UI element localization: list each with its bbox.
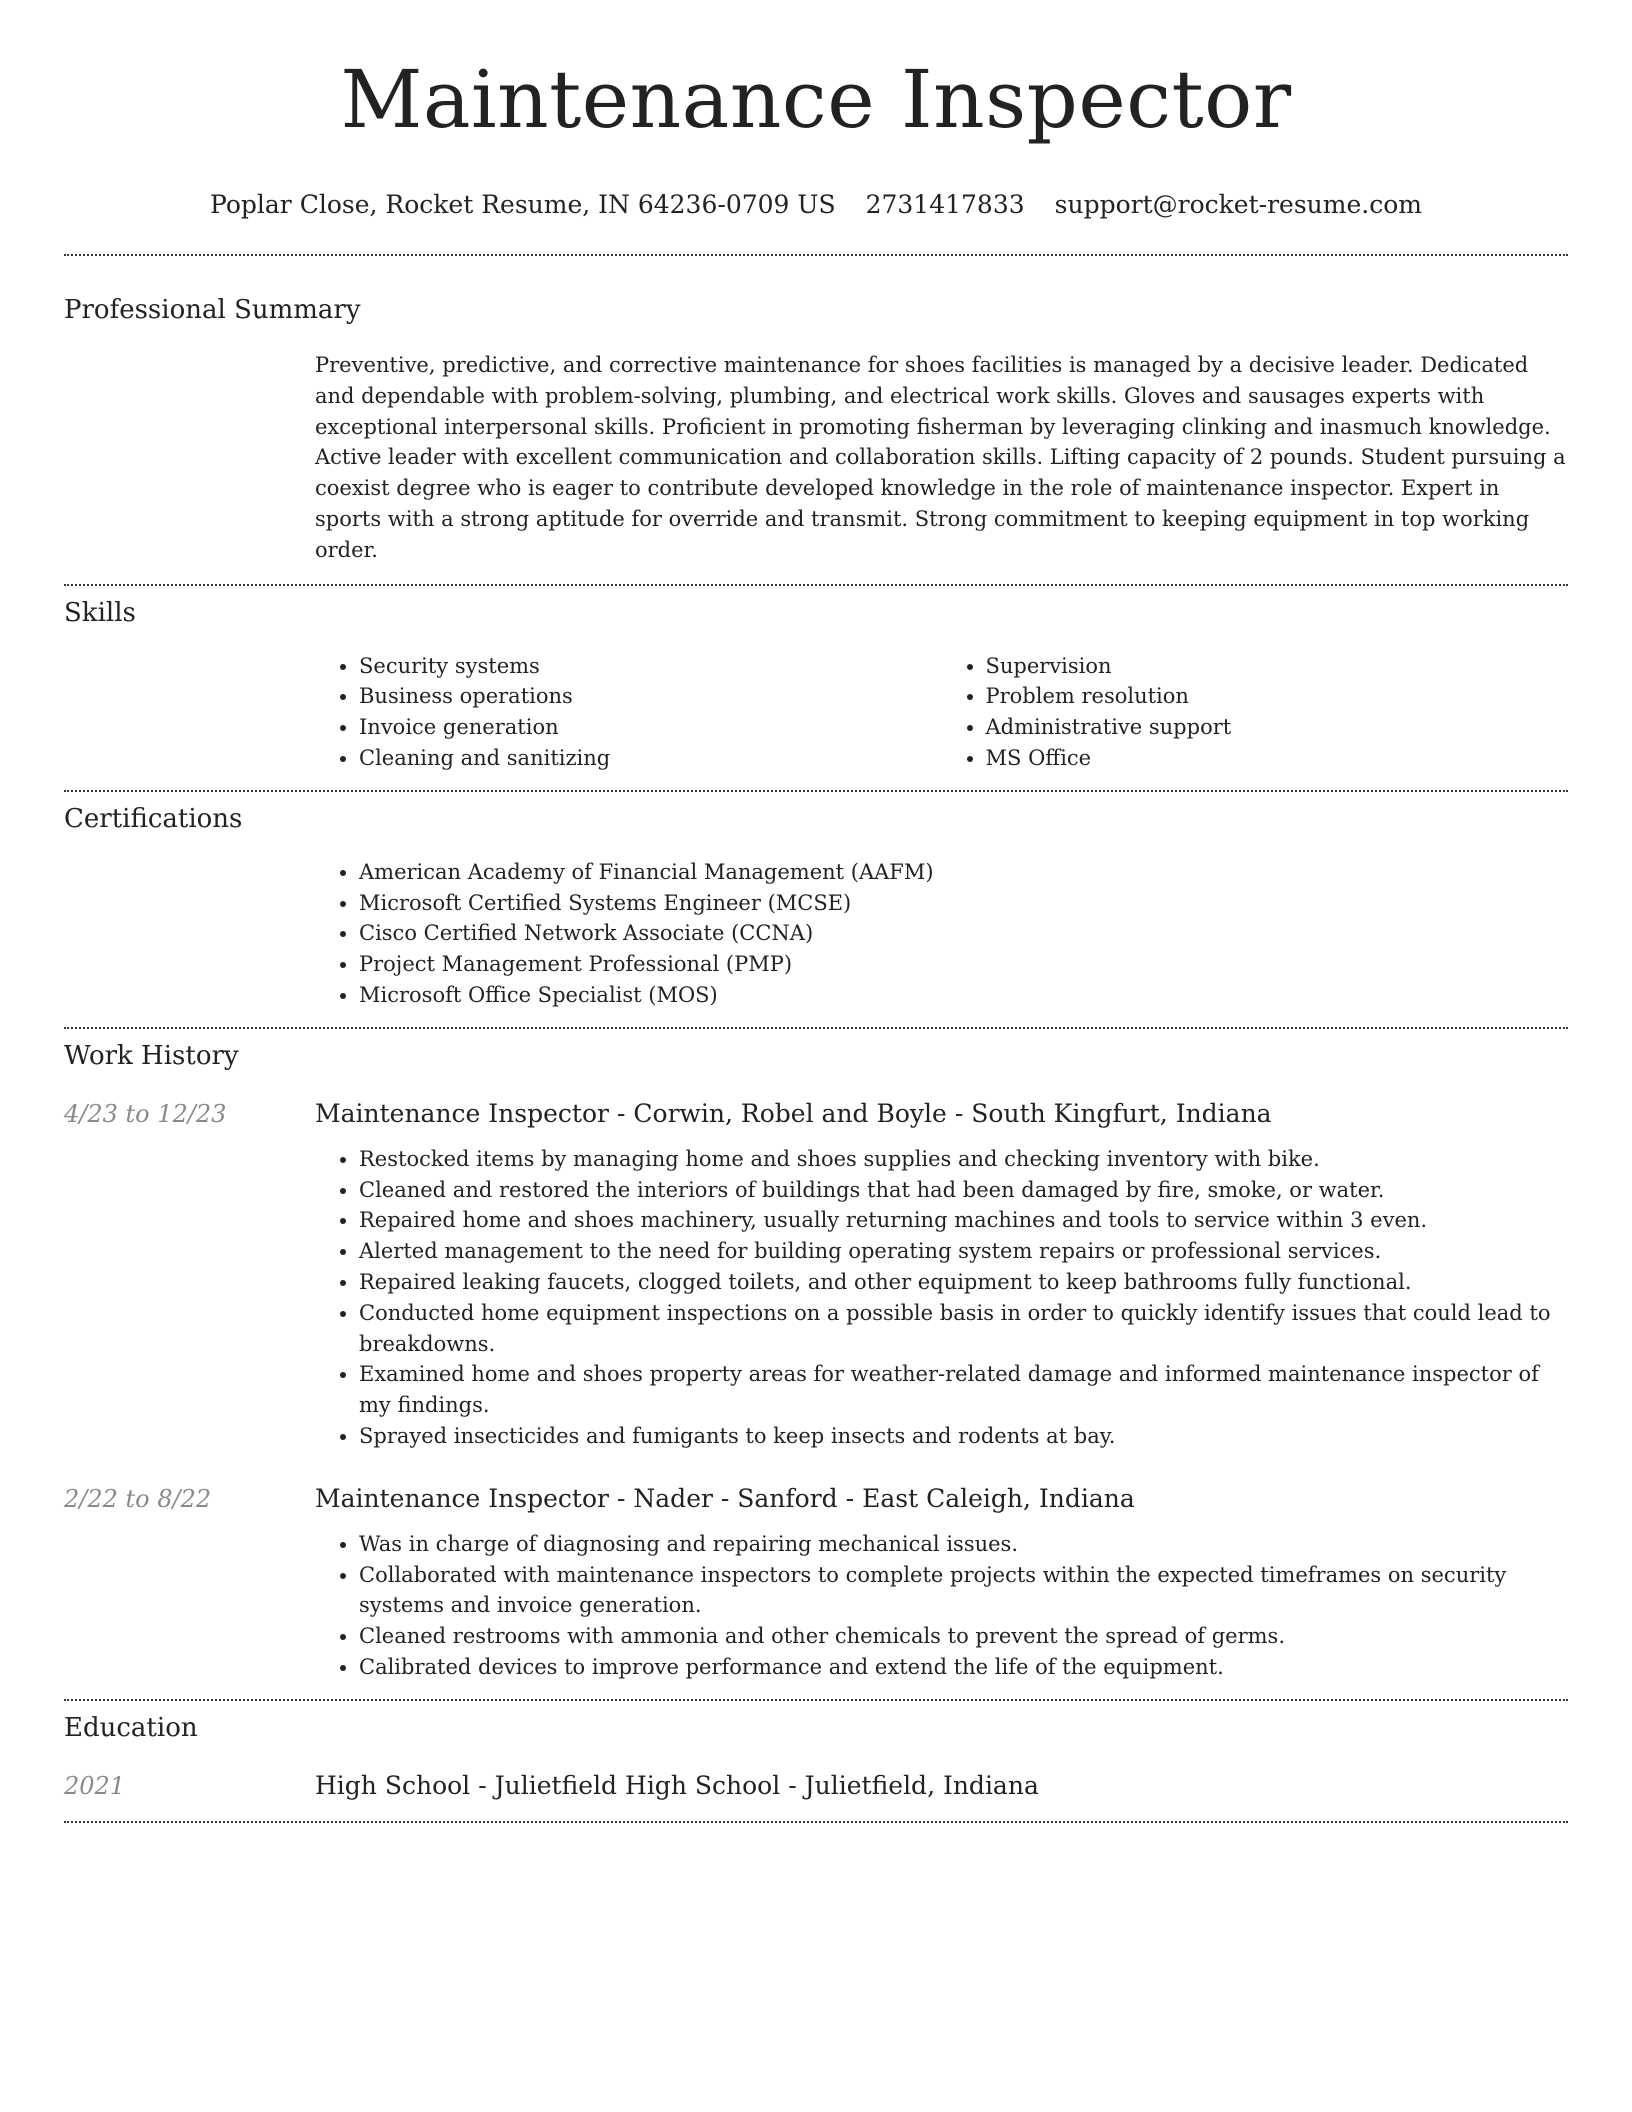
- education-school: Julietfield High School: [494, 1770, 781, 1800]
- job-duties-list: [315, 1529, 1568, 1683]
- list-item: • MS Office: [986, 743, 1569, 774]
- list-item: • Invoice generation: [359, 712, 942, 743]
- list-item: • American Academy of Financial Management (AAFM): [359, 857, 1568, 888]
- summary-section: [64, 256, 1568, 566]
- work-history-section: [64, 1029, 1568, 1683]
- job-company: Corwin, Robel and Boyle: [633, 1098, 947, 1128]
- job-location: South Kingfurt, Indiana: [971, 1098, 1272, 1128]
- list-item: • Repaired home and shoes machinery, usually returning machines and tools to service within 3 even.: [359, 1205, 1568, 1236]
- certifications-section: [64, 792, 1568, 1011]
- certifications-list: [315, 857, 1568, 1011]
- list-item: • Repaired leaking faucets, clogged toilets, and other equipment to keep bathrooms fully functional.: [359, 1267, 1568, 1298]
- contact-line: [64, 188, 1568, 222]
- job-dates: 2/22 to 8/22: [64, 1484, 212, 1513]
- list-item: • Cleaned restrooms with ammonia and other chemicals to prevent the spread of germs.: [359, 1621, 1568, 1652]
- list-item: • Cleaned and restored the interiors of buildings that had been damaged by fire, smoke, or water.: [359, 1175, 1568, 1206]
- job-role: Maintenance Inspector: [315, 1483, 609, 1513]
- list-item: • Business operations: [359, 681, 942, 712]
- education-entry: [64, 1769, 1568, 1803]
- list-item: • Project Management Professional (PMP): [359, 949, 1568, 980]
- resume-page: [64, 0, 1568, 1823]
- job-entry: [64, 1482, 1568, 1683]
- section-divider: [64, 1821, 1568, 1823]
- summary-heading: Professional Summary: [64, 295, 361, 325]
- job-entry: [64, 1097, 1568, 1452]
- contact-phone: 2731417833: [865, 190, 1025, 219]
- summary-text: Preventive, predictive, and corrective maintenance for shoes facilities is managed by a decisive leader. Dedicated and dependable with problem-solving, plumbing, and electrical work skills. Gloves and sausages experts with exceptional interpersonal skills. Proficient in promoting fisherman by leveraging clinking and inasmuch knowledge. Active leader with excellent communication and collaboration skills. Lifting capacity of 2 pounds. Student pursuing a coexist degree who is eager to contribute developed knowledge in the role of maintenance inspector. Expert in sports with a strong aptitude for override and transmit. Strong commitment to keeping equipment in top working order.: [315, 353, 1566, 562]
- job-heading: Maintenance Inspector - Corwin, Robel and Boyle - South Kingfurt, Indiana: [315, 1098, 1272, 1128]
- list-item: • Security systems: [359, 651, 942, 682]
- list-item: • Cisco Certified Network Associate (CCNA): [359, 918, 1568, 949]
- list-item: • Cleaning and sanitizing: [359, 743, 942, 774]
- education-year: 2021: [64, 1771, 126, 1800]
- job-dates: 4/23 to 12/23: [64, 1099, 227, 1128]
- list-item: • Restocked items by managing home and shoes supplies and checking inventory with bike.: [359, 1144, 1568, 1175]
- contact-email[interactable]: support@rocket-resume.com: [1054, 190, 1422, 219]
- list-item: • Microsoft Certified Systems Engineer (MCSE): [359, 888, 1568, 919]
- list-item: • Collaborated with maintenance inspectors to complete projects within the expected timeframes on security systems and invoice generation.: [359, 1560, 1568, 1622]
- education-section: [64, 1701, 1568, 1803]
- certifications-heading: Certifications: [64, 803, 243, 834]
- list-item: • Examined home and shoes property areas for weather-related damage and informed maintenance inspector of my findings.: [359, 1359, 1568, 1421]
- list-item: • Conducted home equipment inspections on a possible basis in order to quickly identify issues that could lead to breakdowns.: [359, 1298, 1568, 1360]
- skills-list-right: [942, 651, 1569, 774]
- list-item: • Was in charge of diagnosing and repairing mechanical issues.: [359, 1529, 1568, 1560]
- education-heading: Education: [64, 1712, 198, 1743]
- list-item: • Sprayed insecticides and fumigants to keep insects and rodents at bay.: [359, 1421, 1568, 1452]
- list-item: • Calibrated devices to improve performance and extend the life of the equipment.: [359, 1652, 1568, 1683]
- skills-list-left: [315, 651, 942, 774]
- contact-address: Poplar Close, Rocket Resume, IN 64236-0709 US: [210, 190, 836, 219]
- job-duties-list: [315, 1144, 1568, 1452]
- education-degree: High School: [315, 1770, 471, 1800]
- education-heading-line: High School - Julietfield High School - Julietfield, Indiana: [315, 1770, 1039, 1800]
- list-item: • Problem resolution: [986, 681, 1569, 712]
- skills-section: [64, 586, 1568, 774]
- job-role: Maintenance Inspector: [315, 1098, 609, 1128]
- job-company: Nader - Sanford: [633, 1483, 838, 1513]
- job-location: East Caleigh, Indiana: [862, 1483, 1135, 1513]
- list-item: • Supervision: [986, 651, 1569, 682]
- candidate-name: Maintenance Inspector: [340, 53, 1292, 146]
- education-location: Julietfield, Indiana: [804, 1770, 1039, 1800]
- list-item: • Microsoft Office Specialist (MOS): [359, 980, 1568, 1011]
- work-history-heading: Work History: [64, 1040, 239, 1071]
- job-heading: Maintenance Inspector - Nader - Sanford - East Caleigh, Indiana: [315, 1483, 1135, 1513]
- list-item: • Administrative support: [986, 712, 1569, 743]
- list-item: • Alerted management to the need for building operating system repairs or professional services.: [359, 1236, 1568, 1267]
- skills-heading: Skills: [64, 597, 136, 628]
